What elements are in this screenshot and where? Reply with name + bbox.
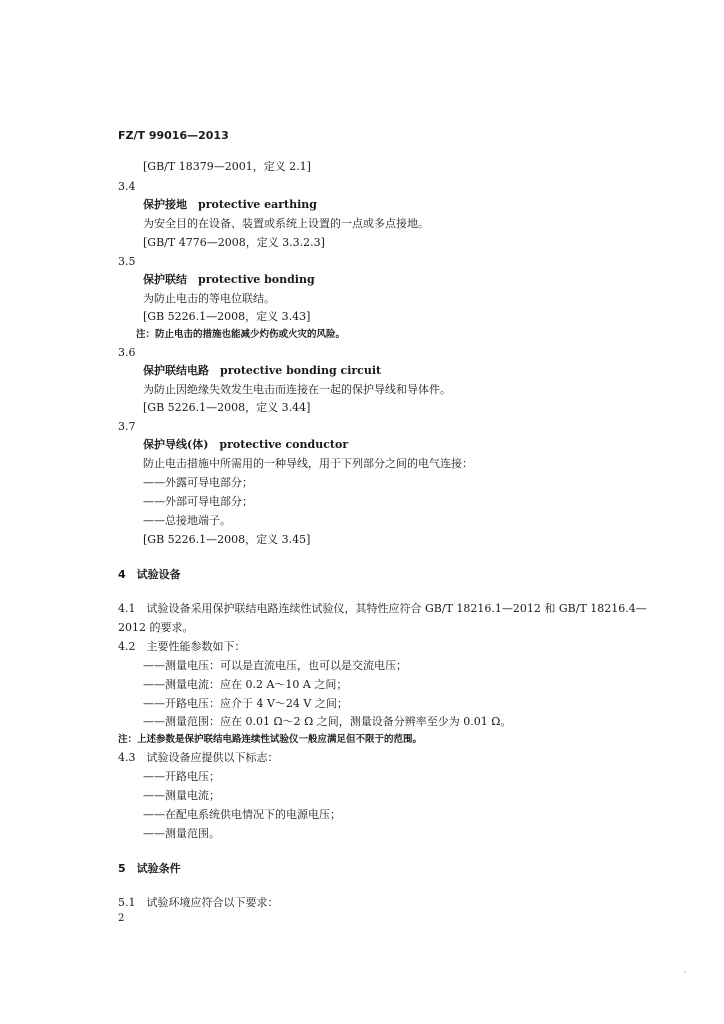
page-number: 2 (118, 913, 125, 924)
definition-text: 为安全目的在设备、装置或系统上设置的一点或多点接地。 (143, 217, 429, 230)
list-item: ——开路电压； (143, 770, 220, 783)
term-heading: 保护导线(体) protective conductor (143, 438, 349, 451)
list-item: ——外部可导电部分； (143, 495, 253, 508)
clause-number: 3.7 (118, 420, 136, 433)
note-text: 注：上述参数是保护联结电路连续性试验仪一般应满足但不限于的范围。 (118, 734, 423, 745)
definition-text: 为防止因绝缘失效发生电击而连接在一起的保护导线和导体件。 (143, 383, 451, 396)
clause-number: 3.5 (118, 255, 136, 268)
clause-number: 3.6 (118, 346, 136, 359)
standard-number-header: FZ/T 99016—2013 (118, 129, 229, 142)
term-heading: 保护接地 protective earthing (143, 198, 317, 211)
reference-line: [GB 5226.1—2008，定义 3.44] (143, 401, 311, 414)
clause-text: 4.2 主要性能参数如下： (118, 640, 246, 653)
list-item: ——测量电流； (143, 789, 220, 802)
list-item: ——测量范围：应在 0.01 Ω～2 Ω 之间，测量设备分辨率至少为 0.01 Ω。 (143, 715, 512, 728)
reference-line: [GB 5226.1—2008，定义 3.43] (143, 310, 311, 323)
term-heading: 保护联结电路 protective bonding circuit (143, 364, 382, 377)
clause-text: 5.1 试验环境应符合以下要求： (118, 896, 279, 909)
clause-text: 4.1 试验设备采用保护联结电路连续性试验仪，其特性应符合 GB/T 18216.1—2012 和 GB/T 18216.4— (118, 602, 647, 615)
clause-text: 4.3 试验设备应提供以下标志： (118, 751, 279, 764)
list-item: ——总接地端子。 (143, 514, 231, 527)
section-heading: 4 试验设备 (118, 568, 181, 581)
reference-line: [GB/T 18379—2001，定义 2.1] (143, 160, 311, 173)
corner-mark: · (683, 968, 686, 977)
definition-text: 为防止电击的等电位联结。 (143, 292, 275, 305)
list-item: ——测量电压：可以是直流电压，也可以是交流电压； (143, 659, 407, 672)
list-item: ——外露可导电部分； (143, 476, 253, 489)
list-item: ——开路电压：应介于 4 V～24 V 之间； (143, 697, 348, 710)
section-heading: 5 试验条件 (118, 862, 181, 875)
term-heading: 保护联结 protective bonding (143, 273, 315, 286)
note-text: 注：防止电击的措施也能减少灼伤或火灾的风险。 (136, 329, 346, 340)
definition-text: 防止电击措施中所需用的一种导线，用于下列部分之间的电气连接： (143, 457, 473, 470)
list-item: ——测量范围。 (143, 827, 220, 840)
list-item: ——测量电流：应在 0.2 A～10 A 之间； (143, 678, 348, 691)
reference-line: [GB 5226.1—2008，定义 3.45] (143, 533, 311, 546)
reference-line: [GB/T 4776—2008，定义 3.3.2.3] (143, 236, 325, 249)
list-item: ——在配电系统供电情况下的电源电压； (143, 808, 341, 821)
clause-number: 3.4 (118, 180, 136, 193)
clause-text-continued: 2012 的要求。 (118, 621, 194, 634)
